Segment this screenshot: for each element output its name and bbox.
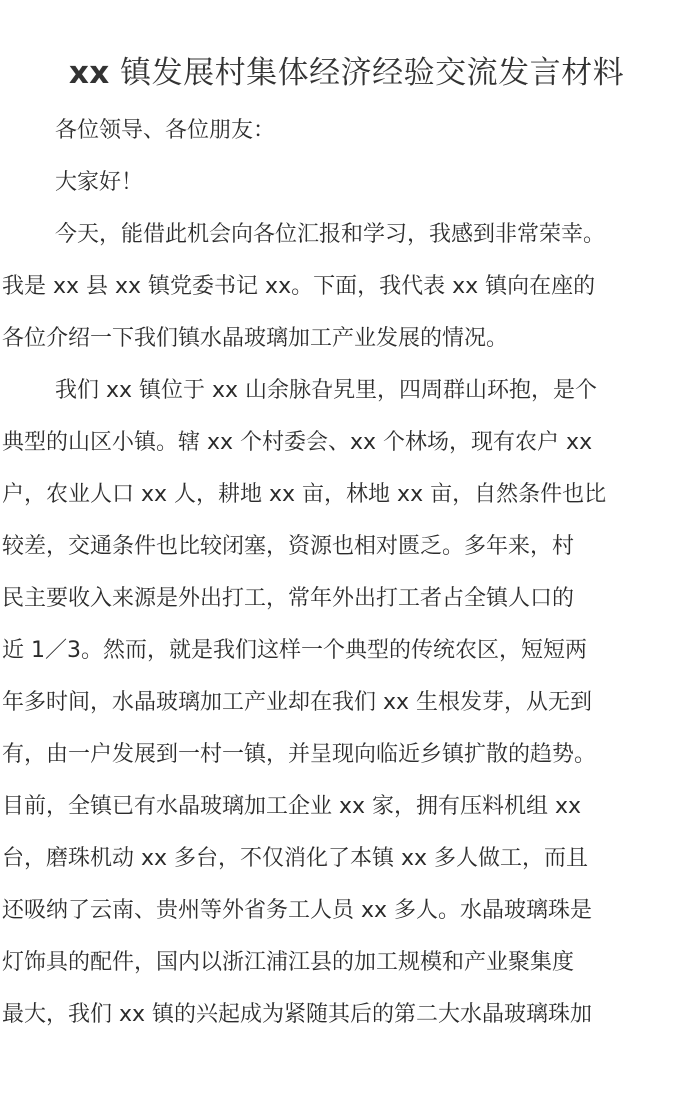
text-line: 目前，全镇已有水晶玻璃加工企业 xx 家，拥有压料机组 xx xyxy=(2,794,582,819)
text-line: 大家好！ xyxy=(55,170,144,195)
text-line: 灯饰具的配件，国内以浙江浦江县的加工规模和产业聚集度 xyxy=(2,950,575,975)
document-body xyxy=(2,105,691,1041)
text-line: 有，由一户发展到一村一镇，并呈现向临近乡镇扩散的趋势。 xyxy=(2,742,597,767)
title-text: 镇发展村集体经济经验交流发言材料 xyxy=(109,54,625,91)
text-line: 近 1／3。然而，就是我们这样一个典型的传统农区，短短两 xyxy=(2,638,587,663)
text-line: 各位介绍一下我们镇水晶玻璃加工产业发展的情况。 xyxy=(2,326,509,351)
text-line: 台，磨珠机动 xx 多台，不仅消化了本镇 xx 多人做工，而且 xyxy=(2,846,589,871)
text-line: 典型的山区小镇。辖 xx 个村委会、xx 个林场，现有农户 xx xyxy=(2,430,593,455)
text-line: 我是 xx 县 xx 镇党委书记 xx。下面，我代表 xx 镇向在座的 xyxy=(2,274,596,299)
text-line: 今天，能借此机会向各位汇报和学习，我感到非常荣幸。 xyxy=(55,222,606,247)
text-line: 民主要收入来源是外出打工，常年外出打工者占全镇人口的 xyxy=(2,586,575,611)
text-line: 较差，交通条件也比较闭塞，资源也相对匮乏。多年来，村 xyxy=(2,534,575,559)
text-line: 我们 xx 镇位于 xx 山余脉旮旯里，四周群山环抱，是个 xyxy=(55,378,598,403)
text-line: 年多时间，水晶玻璃加工产业却在我们 xx 生根发芽，从无到 xyxy=(2,690,593,715)
title-lead: xx xyxy=(68,54,110,91)
text-line: 还吸纳了云南、贵州等外省务工人员 xx 多人。水晶玻璃珠是 xyxy=(2,898,593,923)
document-title xyxy=(0,51,693,95)
text-line: 最大，我们 xx 镇的兴起成为紧随其后的第二大水晶玻璃珠加 xyxy=(2,1002,593,1027)
text-line: 各位领导、各位朋友： xyxy=(55,118,276,143)
text-line: 户，农业人口 xx 人，耕地 xx 亩，林地 xx 亩，自然条件也比 xyxy=(2,482,607,507)
